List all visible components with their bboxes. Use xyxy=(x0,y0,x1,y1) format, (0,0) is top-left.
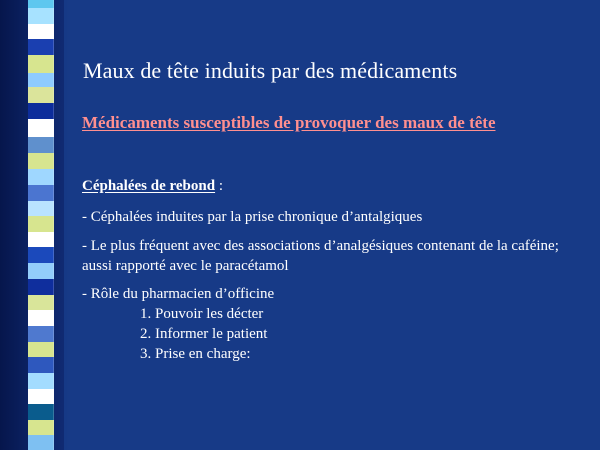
decorative-stripe xyxy=(28,404,54,420)
slide-content xyxy=(82,176,582,364)
decorative-stripe xyxy=(28,137,54,153)
decorative-stripe xyxy=(28,389,54,404)
decorative-stripe xyxy=(28,153,54,169)
decorative-stripe xyxy=(28,247,54,263)
decorative-stripe xyxy=(28,420,54,435)
step-item: 1. Pouvoir les décter xyxy=(140,306,264,322)
decorative-stripe xyxy=(28,87,54,103)
step-item: 2. Informer le patient xyxy=(140,326,268,342)
decorative-stripe xyxy=(28,119,54,137)
decorative-stripe xyxy=(28,185,54,201)
decorative-stripe xyxy=(28,216,54,232)
decorative-stripe xyxy=(28,342,54,357)
decorative-stripe xyxy=(28,232,54,247)
decorative-stripe xyxy=(28,103,54,119)
slide-title: Maux de tête induits par des médicaments xyxy=(83,58,458,83)
decorative-stripe xyxy=(28,279,54,295)
decorative-stripe xyxy=(28,263,54,279)
bullet-item: - Rôle du pharmacien d’officine xyxy=(82,286,275,302)
step-item: 3. Prise en charge: xyxy=(140,346,251,362)
section-suffix: : xyxy=(215,178,223,194)
decorative-stripe xyxy=(28,0,54,8)
bullet-item: - Le plus fréquent avec des associations d’analgésiques contenant de la caféine; aussi rapporté avec le paracétamol xyxy=(82,238,559,274)
section-heading xyxy=(82,176,582,196)
decorative-stripe xyxy=(28,55,54,73)
decorative-stripes xyxy=(28,0,54,450)
decorative-stripe xyxy=(28,8,54,24)
section-label: Céphalées de rebond xyxy=(82,178,216,194)
decorative-stripe xyxy=(28,373,54,389)
decorative-stripe xyxy=(28,295,54,310)
decorative-stripe xyxy=(28,39,54,55)
decorative-stripe xyxy=(28,435,54,450)
bullet-item: - Céphalées induites par la prise chronique d’antalgiques xyxy=(82,209,423,225)
decorative-stripe xyxy=(28,24,54,39)
decorative-stripe xyxy=(28,326,54,342)
decorative-stripe xyxy=(28,310,54,326)
numbered-steps xyxy=(140,304,582,364)
decorative-stripe xyxy=(28,357,54,373)
slide-subtitle: Médicaments susceptibles de provoquer des maux de tête xyxy=(82,113,496,132)
decorative-stripe xyxy=(28,73,54,87)
decorative-stripe xyxy=(28,169,54,185)
decorative-stripe xyxy=(28,201,54,216)
